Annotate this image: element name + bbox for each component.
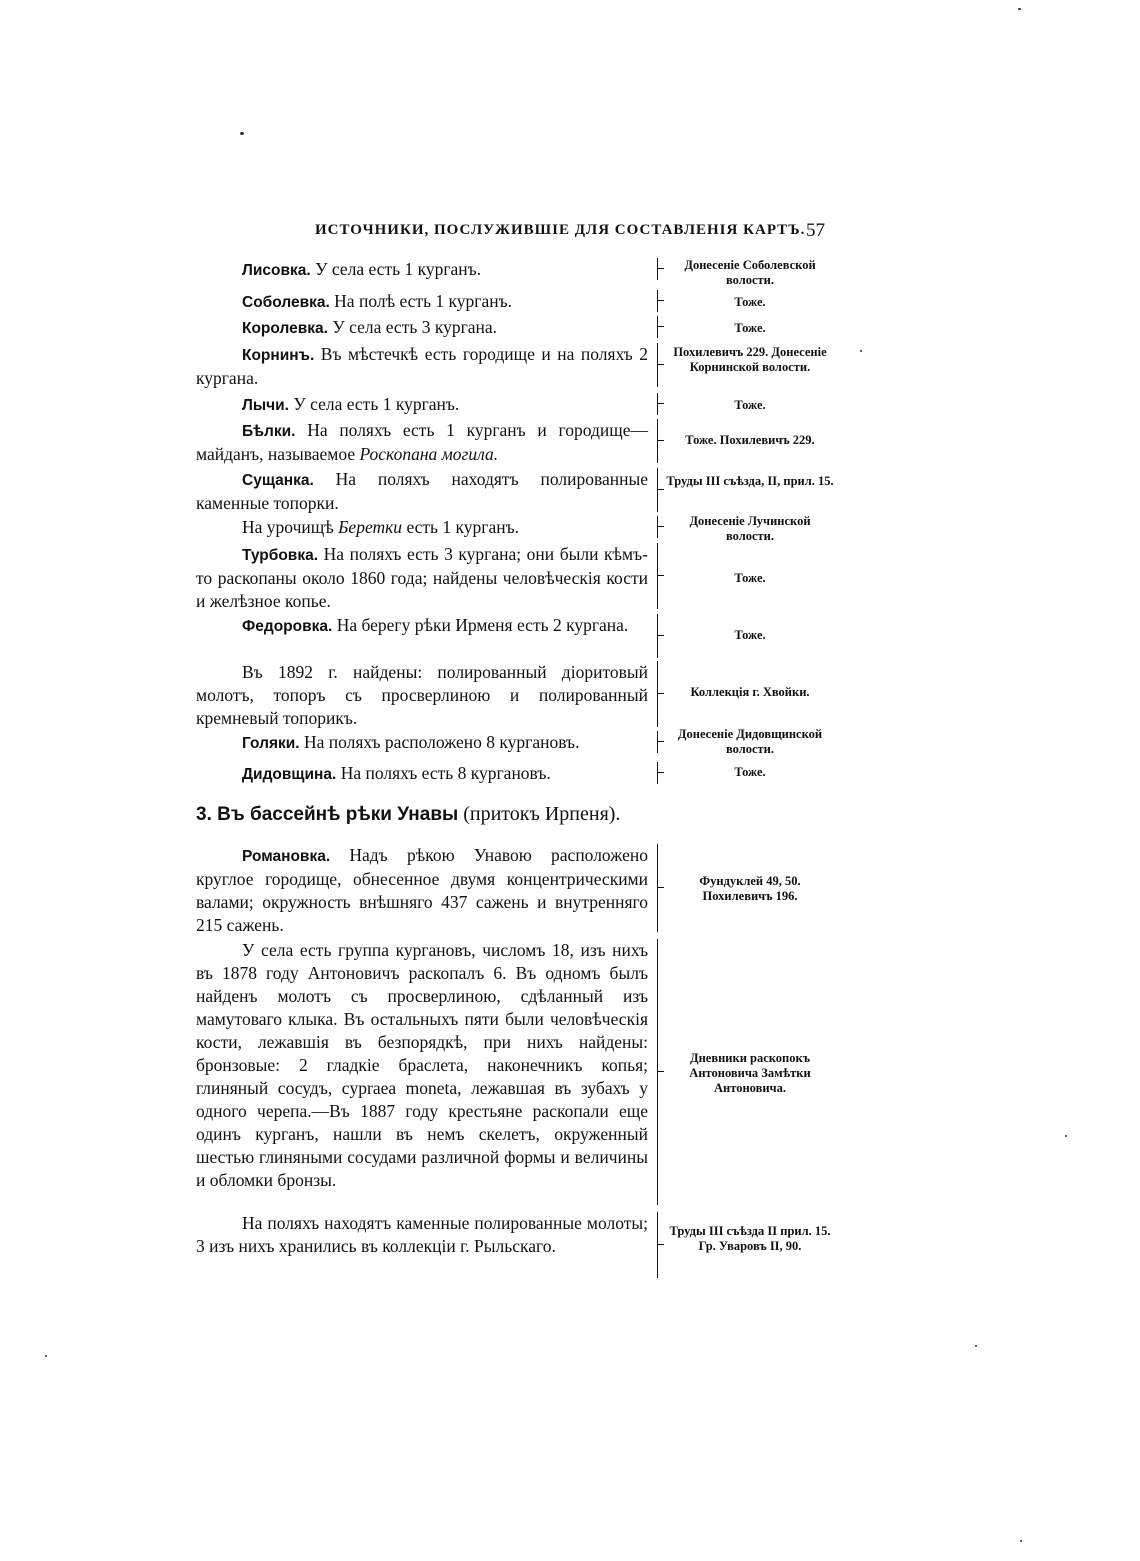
source-citation: Фундуклей 49, 50. Похилевичъ 196.: [699, 874, 801, 903]
place-name: Соболевка.: [242, 294, 330, 311]
source-citation: Похилевичъ 229. Донесеніе Корнинской волости.: [673, 345, 827, 374]
bracket: [652, 1212, 658, 1278]
bracket: [652, 543, 658, 609]
place-name: Лычи.: [242, 397, 289, 414]
entry-text: [196, 762, 648, 786]
entry-text: [196, 393, 648, 417]
entry-text: [196, 290, 648, 314]
source-citation: Тоже. Похилевичъ 229.: [685, 433, 815, 447]
scan-speck: [860, 350, 862, 352]
entry-description: На поляхъ расположено 8 кургановъ.: [303, 732, 580, 752]
place-name: Лисовка.: [242, 262, 311, 279]
entry-description: Надъ рѣкою Унавою расположено круглое городище, обнесенное двумя концентрическими валами; окружность внѣшняго 437 сажень и внутренняго 215 сажень.: [196, 845, 648, 935]
source-citation: Коллекція г. Хвойки.: [690, 685, 810, 699]
place-name: Королевка.: [242, 320, 328, 337]
entry-text: [196, 468, 648, 515]
place-name: Сущанка.: [242, 472, 314, 489]
entry-text: [196, 1212, 648, 1258]
bracket: [652, 258, 658, 280]
source-citation: Донесеніе Лучинской волости.: [689, 514, 811, 543]
bracket: [652, 844, 658, 932]
scan-speck: [1020, 1540, 1022, 1542]
entry-text: [196, 258, 648, 282]
entry-text: [196, 661, 648, 730]
entry-description: На поляхъ есть 3 кургана; они были кѣмъ-то раскопаны около 1860 года; найдены человѣческія кости и желѣзное копье.: [196, 544, 649, 611]
section-heading: 3. Въ бассейнѣ рѣки Унавы: [196, 804, 459, 825]
entry-description: На поляхъ есть 8 кургановъ.: [340, 763, 551, 783]
section-title: [196, 803, 620, 826]
entry-description: Въ 1892 г. найдены: полированный діоритовый молотъ, топоръ съ просверлиною и полированный кремневый топорикъ.: [196, 662, 648, 728]
place-name: Романовка.: [242, 848, 331, 865]
place-name: Федоровка.: [242, 618, 333, 635]
place-name: Голяки.: [242, 735, 300, 752]
section-subtitle: (притокъ Ирпеня).: [463, 803, 621, 825]
entry-description: На поляхъ находятъ каменные полированные молоты; 3 изъ нихъ хранились въ коллекціи г. Рыльскаго.: [196, 1213, 648, 1256]
entry-description-before: На урочищѣ: [242, 517, 334, 537]
bracket: [652, 516, 658, 538]
entry-description: У села есть 1 курганъ.: [293, 394, 460, 414]
entry-description: У села есть группа кургановъ, числомъ 18, изъ нихъ въ 1878 году Антоновичъ раскопалъ 6. Въ одномъ былъ найденъ молотъ съ просверлиною, сдѣланный изъ мамутоваго клыка. Въ остальныхъ пяти были человѣческія кости, лежавшія въ безпорядкѣ, при нихъ найдены: бронзовые: 2 гладкіе браслета, наконечникъ копья; глиняный сосудъ, cypraea moneta, лежавшая въ зубахъ у одного черепа.—Въ 1887 году крестьяне раскопали еще одинъ курганъ, нашли въ немъ скелетъ, окруженный шестью глиняными сосудами различной формы и величины и обломки бронзы.: [196, 940, 648, 1190]
entry-text: [196, 731, 648, 755]
source-citation: Донесеніе Соболевской волости.: [684, 258, 816, 287]
entry-description: На берегу рѣки Ирменя есть 2 кургана.: [336, 615, 629, 635]
bracket: [652, 661, 658, 727]
source-citation: Тоже.: [734, 321, 766, 335]
source-citation: Труды III съѣзда II прил. 15. Гр. Уваровъ II, 90.: [669, 1224, 831, 1253]
bracket: [652, 762, 658, 784]
entry-italic-name: Роскопана могила.: [359, 444, 499, 464]
entry-description: У села есть 3 кургана.: [332, 317, 498, 337]
page-number: 57: [806, 220, 825, 241]
entry-description: есть 1 курганъ.: [406, 517, 520, 537]
entry-text: [196, 939, 648, 1192]
entry-italic-name: Беретки: [338, 517, 403, 537]
entry-text: [196, 614, 648, 638]
source-citation: Тоже.: [734, 295, 766, 309]
source-citation: Тоже.: [734, 628, 766, 642]
entry-description: На поляхъ есть 1 курганъ и городище—майданъ, называемое: [196, 420, 648, 464]
entry-description: У села есть 1 курганъ.: [315, 259, 482, 279]
entry-text: [196, 316, 648, 340]
scan-speck: [1018, 8, 1021, 10]
bracket: [652, 419, 658, 463]
entry-text: [196, 543, 648, 613]
entry-text: [196, 419, 648, 466]
source-citation: Тоже.: [734, 765, 766, 779]
scan-speck: [45, 1355, 47, 1357]
scan-speck: [240, 132, 244, 135]
scan-speck: [975, 1345, 977, 1347]
bracket: [652, 614, 658, 658]
source-citation: Тоже.: [734, 398, 766, 412]
source-citation: Тоже.: [734, 571, 766, 585]
entry-text: [196, 516, 648, 539]
entry-description: На полѣ есть 1 курганъ.: [334, 291, 513, 311]
bracket: [652, 393, 658, 415]
source-citation: Дневники раскопокъ Антоновича Замѣтки Антоновича.: [689, 1051, 811, 1095]
bracket: [652, 731, 658, 753]
place-name: Дидовщина.: [242, 766, 337, 783]
place-name: Корнинъ.: [242, 347, 315, 364]
entry-text: [196, 844, 648, 937]
bracket: [652, 468, 658, 512]
scan-speck: [1065, 1135, 1067, 1137]
source-citation: Труды III съѣзда, II, прил. 15.: [666, 474, 834, 488]
bracket: [652, 343, 658, 387]
bracket: [652, 939, 658, 1205]
entry-description: Въ мѣстечкѣ есть городище и на поляхъ 2 кургана.: [196, 344, 648, 388]
place-name: Бѣлки.: [242, 423, 296, 440]
bracket: [652, 290, 658, 312]
place-name: Турбовка.: [242, 547, 319, 564]
running-head: ИСТОЧНИКИ, ПОСЛУЖИВШІЕ ДЛЯ СОСТАВЛЕНІЯ КАРТЪ.: [315, 222, 806, 238]
source-citation: Донесеніе Дидовщинской волости.: [677, 727, 823, 756]
entry-description: На поляхъ находятъ полированные каменные топорки.: [196, 469, 649, 513]
entry-text: [196, 343, 648, 390]
bracket: [652, 316, 658, 338]
